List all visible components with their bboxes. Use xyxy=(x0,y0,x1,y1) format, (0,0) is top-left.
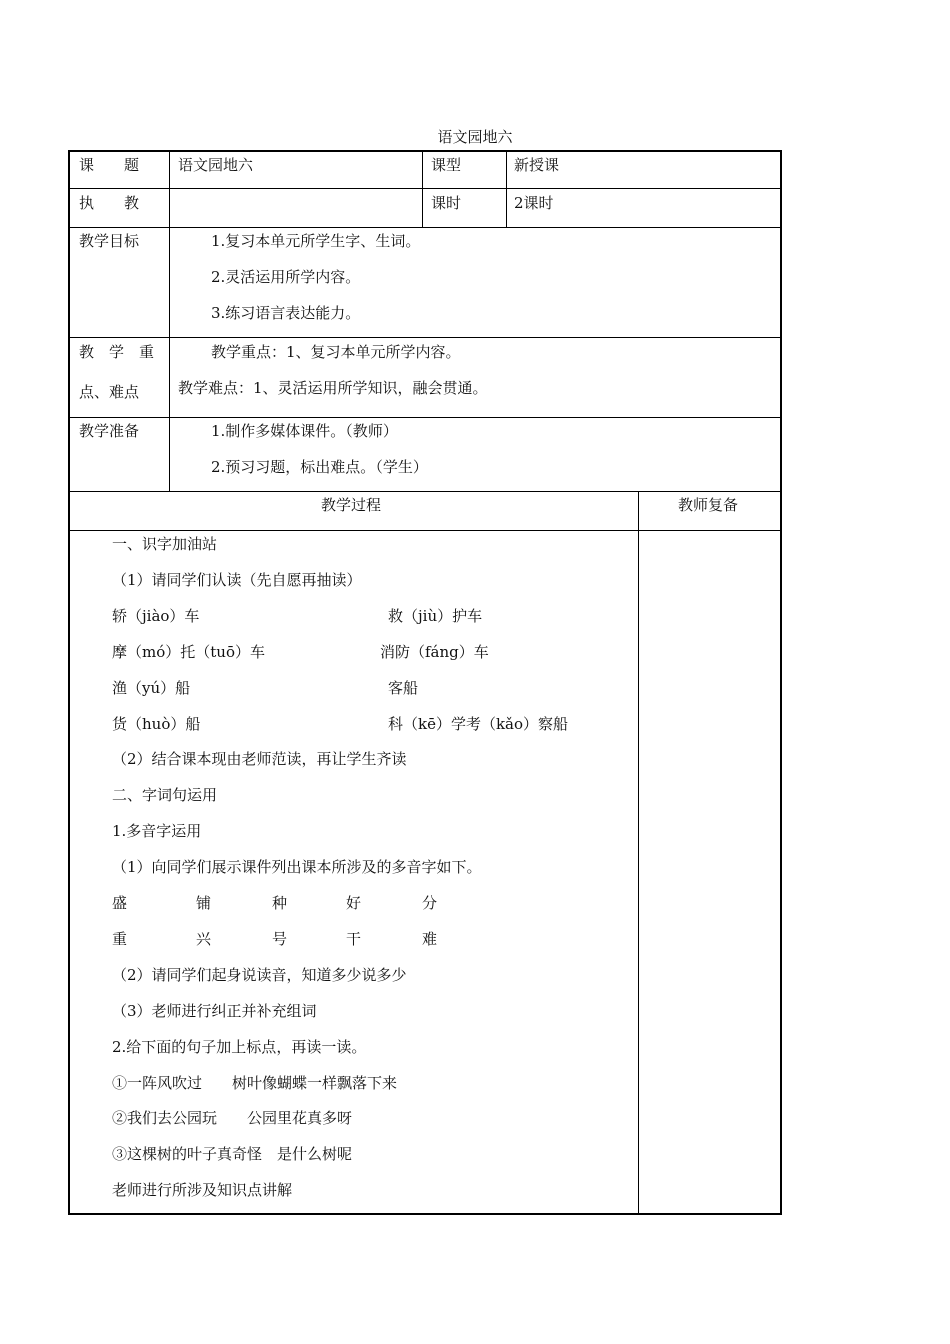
goal-item: 1.复习本单元所学生字、生词。 xyxy=(211,232,421,250)
preparation-item: 2.预习习题，标出难点。（学生） xyxy=(211,458,428,476)
subsection-title: 1.多音字运用 xyxy=(112,822,202,840)
process-header: 教学过程 xyxy=(321,496,382,514)
polyphone-char: 难 xyxy=(422,930,438,948)
process-step: （3）老师进行纠正并补充组词 xyxy=(112,1002,317,1020)
key-focus: 教学重点：1、复习本单元所学内容。 xyxy=(211,343,461,361)
polyphone-char: 盛 xyxy=(112,894,128,912)
type-label: 课型 xyxy=(431,156,462,174)
word-item: 客船 xyxy=(388,679,419,697)
type-value: 新授课 xyxy=(514,156,560,174)
teacher-notes-header: 教师复备 xyxy=(678,496,739,514)
row-divider xyxy=(68,337,782,338)
preparation-item: 1.制作多媒体课件。（教师） xyxy=(211,422,398,440)
course-value: 语文园地六 xyxy=(178,156,254,174)
row-divider xyxy=(68,530,782,531)
column-divider xyxy=(506,150,507,228)
key-points-label: 教 学 重 xyxy=(79,343,155,361)
teacher-label: 执 教 xyxy=(79,194,140,212)
process-step: （1）向同学们展示课件列出课本所涉及的多音字如下。 xyxy=(112,858,482,876)
word-item: 轿（jiào）车 xyxy=(112,607,200,625)
polyphone-char: 好 xyxy=(346,894,362,912)
goals-label: 教学目标 xyxy=(79,232,140,250)
polyphone-char: 兴 xyxy=(196,930,212,948)
polyphone-char: 分 xyxy=(422,894,438,912)
polyphone-char: 干 xyxy=(346,930,362,948)
course-label: 课 题 xyxy=(79,156,140,174)
row-divider xyxy=(68,417,782,418)
goal-item: 2.灵活运用所学内容。 xyxy=(211,268,361,286)
document-title: 语文园地六 xyxy=(437,128,513,146)
column-divider xyxy=(169,150,170,492)
sentence-item: ③这棵树的叶子真奇怪 是什么树呢 xyxy=(112,1145,353,1163)
word-item: 货（huò）船 xyxy=(112,715,201,733)
section-title: 一、识字加油站 xyxy=(112,535,218,553)
hours-value: 2课时 xyxy=(514,194,554,212)
word-item: 救（jiù）护车 xyxy=(388,607,483,625)
preparation-label: 教学准备 xyxy=(79,422,140,440)
goal-item: 3.练习语言表达能力。 xyxy=(211,304,361,322)
key-points-label: 点、难点 xyxy=(79,383,140,401)
process-step: （1）请同学们认读（先自愿再抽读） xyxy=(112,571,362,589)
word-item: 渔（yú）船 xyxy=(112,679,191,697)
process-step: （2）请同学们起身说读音，知道多少说多少 xyxy=(112,966,407,984)
word-item: 消防（fáng）车 xyxy=(380,643,489,661)
sentence-item: ②我们去公园玩 公园里花真多呀 xyxy=(112,1109,353,1127)
polyphone-char: 种 xyxy=(272,894,288,912)
word-item: 摩（mó）托（tuō）车 xyxy=(112,643,265,661)
word-item: 科（kē）学考（kǎo）察船 xyxy=(388,715,569,733)
section-title: 二、字词句运用 xyxy=(112,786,218,804)
process-step: （2）结合课本现由老师范读，再让学生齐读 xyxy=(112,750,407,768)
row-divider xyxy=(68,188,782,189)
column-divider xyxy=(638,491,639,1215)
sentence-item: ①一阵风吹过 树叶像蝴蝶一样飘落下来 xyxy=(112,1074,398,1092)
row-divider xyxy=(68,227,782,228)
row-divider xyxy=(68,491,782,492)
column-divider xyxy=(422,150,423,228)
subsection-title: 2.给下面的句子加上标点，再读一读。 xyxy=(112,1038,367,1056)
polyphone-char: 重 xyxy=(112,930,128,948)
polyphone-char: 铺 xyxy=(196,894,212,912)
key-difficulty: 教学难点：1、灵活运用所学知识，融会贯通。 xyxy=(178,379,488,397)
closing-note: 老师进行所涉及知识点讲解 xyxy=(112,1181,293,1199)
hours-label: 课时 xyxy=(431,194,462,212)
polyphone-char: 号 xyxy=(272,930,288,948)
